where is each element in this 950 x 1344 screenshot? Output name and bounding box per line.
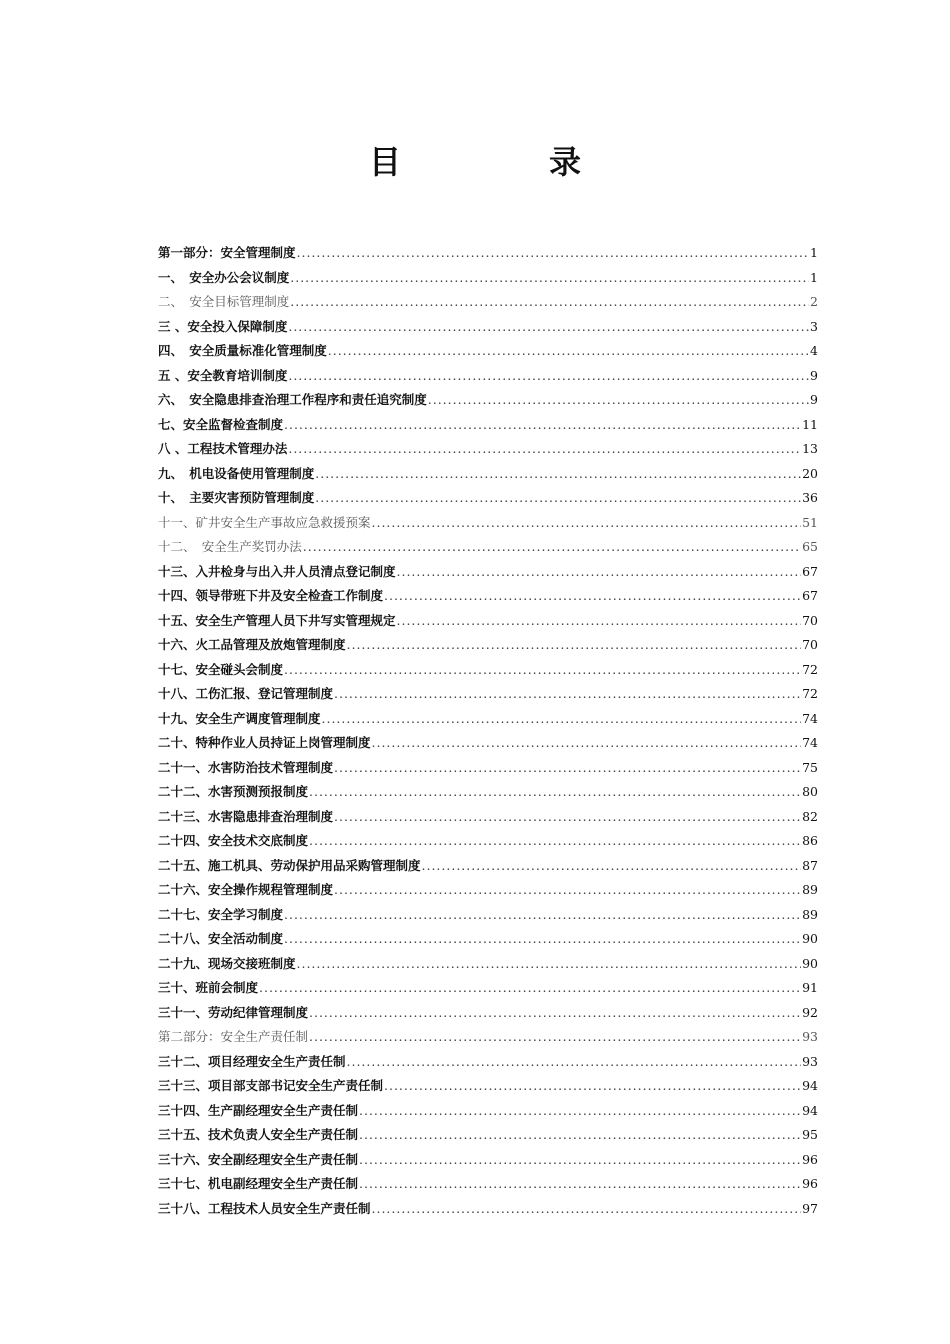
- toc-leader-dots: [309, 829, 801, 854]
- toc-entry-label: 二十一、水害防治技术管理制度: [158, 759, 334, 775]
- toc-entry[interactable]: [158, 339, 818, 364]
- toc-entry-label: 二十八、安全活动制度: [158, 931, 284, 946]
- toc-entry[interactable]: [158, 1172, 818, 1197]
- toc-entry[interactable]: [158, 682, 818, 707]
- toc-entry[interactable]: [158, 731, 818, 756]
- toc-leader-dots: [288, 364, 809, 389]
- toc-leader-dots: [288, 315, 809, 340]
- toc-leader-dots: [334, 805, 801, 830]
- toc-leader-dots: [322, 707, 802, 732]
- toc-entry-label: 三十五、技术负责人安全生产责任制: [158, 1127, 359, 1142]
- toc-leader-dots: [290, 266, 809, 291]
- toc-leader-dots: [288, 437, 801, 462]
- toc-entry-label: 二十五、施工机具、劳动保护用品采购管理制度: [158, 857, 421, 873]
- toc-entry-page-number: 89: [802, 882, 818, 897]
- toc-leader-dots: [347, 633, 802, 658]
- toc-leader-dots: [372, 511, 802, 536]
- toc-entry-page-number: 93: [802, 1029, 818, 1044]
- toc-entry-page-number: 95: [802, 1127, 818, 1142]
- toc-entry[interactable]: [158, 903, 818, 928]
- toc-entry-label: 第一部分：安全管理制度: [158, 245, 296, 260]
- toc-entry[interactable]: [158, 707, 818, 732]
- toc-entry-page-number: 67: [802, 588, 818, 603]
- toc-leader-dots: [359, 1123, 801, 1148]
- toc-leader-dots: [347, 1050, 802, 1075]
- toc-entry-page-number: 90: [802, 931, 818, 946]
- toc-entry[interactable]: [158, 486, 818, 511]
- toc-entry-page-number: 1: [810, 269, 818, 285]
- toc-entry[interactable]: [158, 1148, 818, 1173]
- toc-entry-page-number: 75: [802, 759, 818, 775]
- toc-entry-page-number: 90: [802, 955, 818, 971]
- toc-entry-page-number: 9: [810, 367, 818, 383]
- toc-leader-dots: [422, 854, 802, 879]
- toc-entry[interactable]: [158, 780, 818, 805]
- toc-entry-label: 十八、工伤汇报、登记管理制度: [158, 686, 334, 701]
- toc-entry-label: 十五、安全生产管理人员下井写实管理规定: [158, 612, 396, 628]
- toc-entry[interactable]: [158, 1197, 818, 1222]
- toc-entry[interactable]: [158, 927, 818, 952]
- toc-entry-label: 四、 安全质量标准化管理制度: [158, 343, 327, 358]
- toc-entry[interactable]: [158, 756, 818, 781]
- toc-entry[interactable]: [158, 266, 818, 291]
- toc-entry-page-number: 74: [802, 735, 818, 750]
- toc-leader-dots: [359, 1148, 801, 1173]
- toc-entry-label: 第二部分：安全生产责任制: [158, 1029, 309, 1044]
- toc-leader-dots: [284, 413, 801, 438]
- toc-entry[interactable]: [158, 535, 818, 560]
- toc-entry-page-number: 3: [810, 318, 818, 334]
- toc-leader-dots: [284, 658, 801, 683]
- toc-leader-dots: [372, 1197, 802, 1222]
- toc-entry-label: 八 、工程技术管理办法: [158, 441, 288, 456]
- toc-leader-dots: [309, 780, 801, 805]
- toc-entry[interactable]: [158, 1001, 818, 1026]
- toc-leader-dots: [384, 1074, 801, 1099]
- toc-entry[interactable]: [158, 633, 818, 658]
- toc-entry-label: 十三、入井检身与出入井人员清点登记制度: [158, 563, 396, 579]
- toc-entry-page-number: 82: [802, 808, 818, 824]
- toc-entry[interactable]: [158, 413, 818, 438]
- toc-leader-dots: [297, 241, 810, 266]
- toc-entry[interactable]: [158, 364, 818, 389]
- toc-entry-label: 十九、安全生产调度管理制度: [158, 710, 321, 726]
- toc-entry-label: 十、 主要灾害预防管理制度: [158, 490, 315, 505]
- toc-entry[interactable]: [158, 1050, 818, 1075]
- toc-entry-label: 二十、特种作业人员持证上岗管理制度: [158, 735, 371, 750]
- toc-entry[interactable]: [158, 1074, 818, 1099]
- toc-entry-page-number: 96: [802, 1151, 818, 1167]
- toc-entry[interactable]: [158, 560, 818, 585]
- toc-entry-page-number: 96: [802, 1176, 818, 1191]
- toc-entry-label: 十七、安全碰头会制度: [158, 661, 284, 677]
- toc-entry[interactable]: [158, 437, 818, 462]
- toc-entry-page-number: 80: [802, 784, 818, 799]
- toc-entry-label: 二十七、安全学习制度: [158, 906, 284, 922]
- toc-entry-page-number: 91: [802, 980, 818, 995]
- toc-entry[interactable]: [158, 584, 818, 609]
- toc-entry-label: 十四、领导带班下井及安全检查工作制度: [158, 588, 384, 603]
- toc-entry-label: 一、 安全办公会议制度: [158, 269, 290, 285]
- toc-entry-page-number: 86: [802, 833, 818, 848]
- toc-entry[interactable]: [158, 511, 818, 536]
- toc-entry-page-number: 67: [802, 563, 818, 579]
- toc-entry[interactable]: [158, 388, 818, 413]
- toc-leader-dots: [297, 952, 802, 977]
- toc-entry-label: 三十七、机电副经理安全生产责任制: [158, 1176, 359, 1191]
- toc-leader-dots: [334, 878, 801, 903]
- toc-entry[interactable]: [158, 1099, 818, 1124]
- toc-leader-dots: [334, 756, 801, 781]
- toc-entry-page-number: 51: [802, 514, 818, 530]
- toc-leader-dots: [428, 388, 809, 413]
- toc-entry-page-number: 72: [802, 686, 818, 701]
- toc-entry-page-number: 87: [802, 857, 818, 873]
- toc-entry-page-number: 70: [802, 637, 818, 652]
- toc-entry-label: 九、 机电设备使用管理制度: [158, 465, 315, 481]
- toc-entry-label: 三十、班前会制度: [158, 980, 259, 995]
- toc-entry-page-number: 94: [802, 1102, 818, 1118]
- toc-leader-dots: [259, 976, 801, 1001]
- toc-entry-page-number: 20: [802, 465, 818, 481]
- toc-entry-page-number: 11: [802, 416, 818, 432]
- toc-leader-dots: [315, 462, 801, 487]
- toc-entry-page-number: 13: [802, 441, 818, 456]
- toc-entry-page-number: 36: [802, 490, 818, 505]
- toc-entry-label: 二十二、水害预测预报制度: [158, 784, 309, 799]
- toc-entry-page-number: 9: [810, 392, 818, 407]
- toc-entry-label: 三十六、安全副经理安全生产责任制: [158, 1151, 359, 1167]
- toc-entry-label: 五 、安全教育培训制度: [158, 367, 288, 383]
- toc-leader-dots: [372, 731, 802, 756]
- toc-leader-dots: [397, 609, 802, 634]
- toc-leader-dots: [303, 535, 801, 560]
- toc-entry-label: 二、 安全目标管理制度: [158, 294, 290, 309]
- toc-entry[interactable]: [158, 976, 818, 1001]
- toc-leader-dots: [315, 486, 801, 511]
- toc-entry-page-number: 72: [802, 661, 818, 677]
- toc-entry-page-number: 4: [810, 343, 818, 358]
- toc-leader-dots: [397, 560, 802, 585]
- toc-entry-label: 三十八、工程技术人员安全生产责任制: [158, 1200, 371, 1216]
- toc-leader-dots: [284, 903, 801, 928]
- toc-entry-page-number: 74: [802, 710, 818, 726]
- toc-leader-dots: [359, 1099, 801, 1124]
- toc-entry-label: 三十四、生产副经理安全生产责任制: [158, 1102, 359, 1118]
- toc-entry[interactable]: [158, 805, 818, 830]
- toc-entry-label: 十二、 安全生产奖罚办法: [158, 539, 302, 554]
- toc-entry[interactable]: [158, 878, 818, 903]
- toc-entry-label: 七、安全监督检查制度: [158, 416, 284, 432]
- toc-entry-label: 三十三、项目部支部书记安全生产责任制: [158, 1078, 384, 1093]
- toc-entry[interactable]: [158, 290, 818, 315]
- toc-entry-label: 三十一、劳动纪律管理制度: [158, 1004, 309, 1020]
- toc-entry[interactable]: [158, 241, 818, 266]
- toc-entry[interactable]: [158, 658, 818, 683]
- toc-entry-label: 六、 安全隐患排查治理工作程序和责任追究制度: [158, 392, 427, 407]
- toc-entry-label: 三十二、项目经理安全生产责任制: [158, 1053, 346, 1069]
- toc-leader-dots: [309, 1025, 801, 1050]
- toc-entry-page-number: 89: [802, 906, 818, 922]
- toc-entry[interactable]: [158, 952, 818, 977]
- toc-entry-label: 二十四、安全技术交底制度: [158, 833, 309, 848]
- toc-entry[interactable]: [158, 829, 818, 854]
- toc-entry-page-number: 97: [802, 1200, 818, 1216]
- toc-leader-dots: [284, 927, 801, 952]
- toc-leader-dots: [328, 339, 809, 364]
- toc-leader-dots: [384, 584, 801, 609]
- toc-entry[interactable]: [158, 1025, 818, 1050]
- toc-leader-dots: [334, 682, 801, 707]
- toc-entry-page-number: 2: [810, 294, 818, 309]
- toc-entry[interactable]: [158, 315, 818, 340]
- toc-entry[interactable]: [158, 609, 818, 634]
- toc-leader-dots: [290, 290, 809, 315]
- table-of-contents: [158, 241, 818, 1221]
- toc-entry-page-number: 70: [802, 612, 818, 628]
- toc-entry[interactable]: [158, 1123, 818, 1148]
- toc-entry[interactable]: [158, 462, 818, 487]
- toc-entry[interactable]: [158, 854, 818, 879]
- toc-entry-page-number: 65: [802, 539, 818, 554]
- toc-entry-label: 二十六、安全操作规程管理制度: [158, 882, 334, 897]
- toc-leader-dots: [309, 1001, 801, 1026]
- toc-entry-label: 十一、矿井安全生产事故应急救援预案: [158, 514, 371, 530]
- toc-entry-label: 二十三、水害隐患排查治理制度: [158, 808, 334, 824]
- toc-entry-page-number: 1: [810, 245, 818, 260]
- toc-entry-label: 十六、火工品管理及放炮管理制度: [158, 637, 346, 652]
- toc-entry-label: 二十九、现场交接班制度: [158, 955, 296, 971]
- toc-entry-label: 三 、安全投入保障制度: [158, 318, 288, 334]
- toc-entry-page-number: 94: [802, 1078, 818, 1093]
- toc-leader-dots: [359, 1172, 801, 1197]
- toc-entry-page-number: 92: [802, 1004, 818, 1020]
- page-title: 目 录: [368, 143, 639, 181]
- toc-entry-page-number: 93: [802, 1053, 818, 1069]
